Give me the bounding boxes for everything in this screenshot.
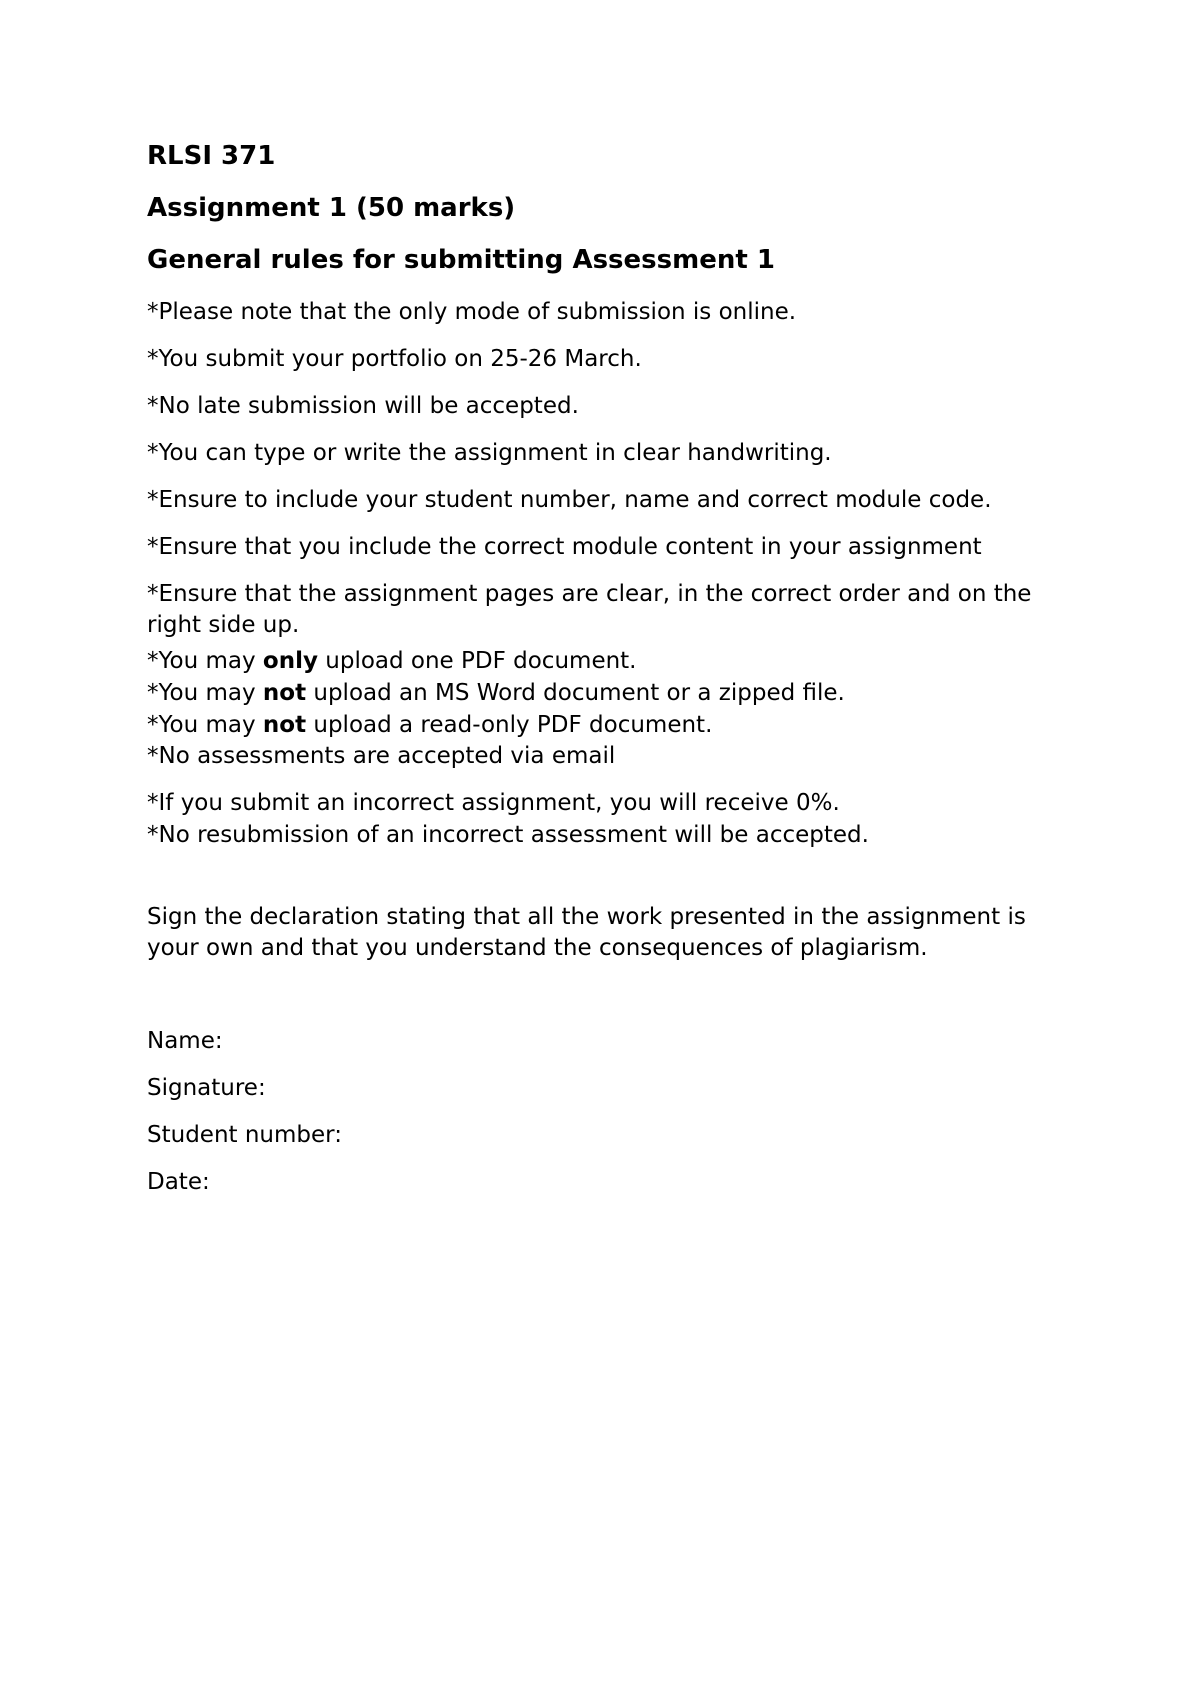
name-label: Name: [147, 1028, 223, 1054]
rule-no-resubmission: *No resubmission of an incorrect assessment will be accepted. [147, 822, 869, 848]
module-code: RLSI 371 [147, 141, 276, 171]
rule-no-readonly-emph: not [262, 712, 307, 738]
assignment-title: Assignment 1 (50 marks) [147, 193, 516, 223]
rule-include-details: *Ensure to include your student number, name and correct module code. [147, 487, 992, 513]
rule-no-word-pre: *You may [147, 680, 263, 706]
rule-no-readonly [147, 710, 712, 741]
rule-no-word-emph: not [262, 680, 307, 706]
rule-incorrect-zero: *If you submit an incorrect assignment, you will receive 0%. [147, 790, 840, 816]
student-number-label: Student number: [147, 1122, 342, 1148]
rule-pdf-only [147, 646, 637, 677]
rule-online-only: *Please note that the only mode of submission is online. [147, 299, 797, 325]
rule-no-word-post: upload an MS Word document or a zipped file. [306, 680, 845, 706]
date-label: Date: [147, 1169, 210, 1195]
rule-correct-content: *Ensure that you include the correct module content in your assignment [147, 534, 982, 560]
rule-no-readonly-post: upload a read-only PDF document. [306, 712, 713, 738]
rule-no-late: *No late submission will be accepted. [147, 393, 579, 419]
rule-no-readonly-pre: *You may [147, 712, 263, 738]
rule-no-email: *No assessments are accepted via email [147, 743, 616, 769]
rule-pdf-only-emph: only [262, 648, 318, 674]
rule-clear-pages: *Ensure that the assignment pages are clear, in the correct order and on the right side up. [147, 581, 1032, 638]
rule-no-word [147, 678, 845, 709]
rules-heading: General rules for submitting Assessment 1 [147, 245, 775, 275]
rule-type-or-write: *You can type or write the assignment in clear handwriting. [147, 440, 832, 466]
rule-pdf-only-pre: *You may [147, 648, 263, 674]
signature-label: Signature: [147, 1075, 266, 1101]
declaration-text: Sign the declaration stating that all the work presented in the assignment is your own and that you understand the consequences of plagiarism. [147, 904, 1026, 961]
rule-submit-date: *You submit your portfolio on 25-26 March. [147, 346, 642, 372]
rule-pdf-only-post: upload one PDF document. [317, 648, 637, 674]
